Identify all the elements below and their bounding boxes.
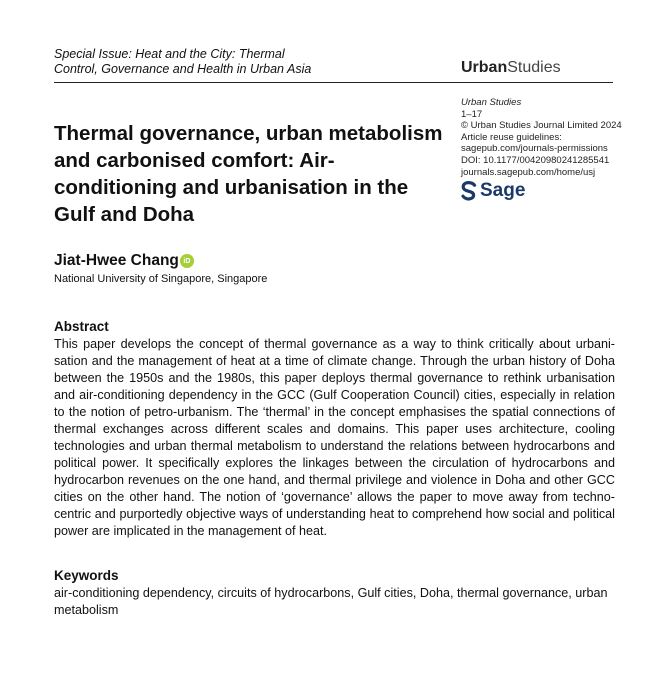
keywords-heading: Keywords <box>54 568 119 583</box>
publisher-name: Sage <box>480 180 526 201</box>
publisher-logo <box>461 180 525 202</box>
journal-logo-bold: Urban <box>461 59 508 76</box>
keywords-text: air-conditioning dependency, circuits of hydrocarbons, Gulf cities, Doha, thermal governance, urban metabolism <box>54 586 608 617</box>
meta-home-link[interactable]: journals.sagepub.com/home/usj <box>461 166 596 178</box>
meta-doi[interactable]: DOI: 10.1177/00420980241285541 <box>461 154 610 166</box>
article-title: Thermal governance, urban metabolism and carbonised comfort: Air-conditioning and urbanisation in the Gulf and Doha <box>54 122 443 226</box>
author-name: Jiat-Hwee Chang <box>54 252 179 269</box>
meta-reuse-label: Article reuse guidelines: <box>461 131 562 143</box>
meta-copyright: © Urban Studies Journal Limited 2024 <box>461 120 622 132</box>
meta-pages: 1–17 <box>461 108 483 120</box>
orcid-icon[interactable]: iD <box>180 254 194 268</box>
header-divider <box>54 82 613 83</box>
journal-logo-light: Studies <box>507 59 561 76</box>
special-issue-label <box>54 47 384 77</box>
abstract-heading: Abstract <box>54 319 109 334</box>
author-row <box>54 252 194 270</box>
article-metadata <box>461 97 661 178</box>
journal-logo <box>461 59 561 77</box>
abstract-text: This paper develops the concept of thermal governance as a way to think critically about urbanisation and the management of heat at a time of climate change. Through the urban history of Doha between the 1950s and the 1980s, this paper deploys thermal governance to rethink urbanisation and air-conditioning dependency in the GCC (Gulf Cooperation Council) cities, especially in relation to the notion of petro-urbanism. The ‘thermal’ in the concept emphasises the spatial connections of thermal exchanges across different scales and domains. This paper uses architecture, cooling technologies and urban thermal metabolism to understand the relations between hydrocarbons and political power. It specifically explores the linkages between the circulation of hydrocarbons and hydrocarbon revenues on the one hand, and thermal privilege and violence in Doha and other GCC cities on the other hand. The notion of ‘governance’ allows the paper to move away from techno-centric and purportedly objective ways of understanding heat to comprehend how social and political power are implicated in the management of heat. <box>54 337 615 538</box>
author-affiliation: National University of Singapore, Singapore <box>54 273 268 285</box>
special-issue-line-2: Control, Governance and Health in Urban Asia <box>54 62 312 76</box>
meta-reuse-link[interactable]: sagepub.com/journals-permissions <box>461 143 608 155</box>
meta-journal: Urban Studies <box>461 97 522 108</box>
special-issue-line-1: Special Issue: Heat and the City: Thermal <box>54 47 285 61</box>
sage-s-icon <box>461 181 477 201</box>
